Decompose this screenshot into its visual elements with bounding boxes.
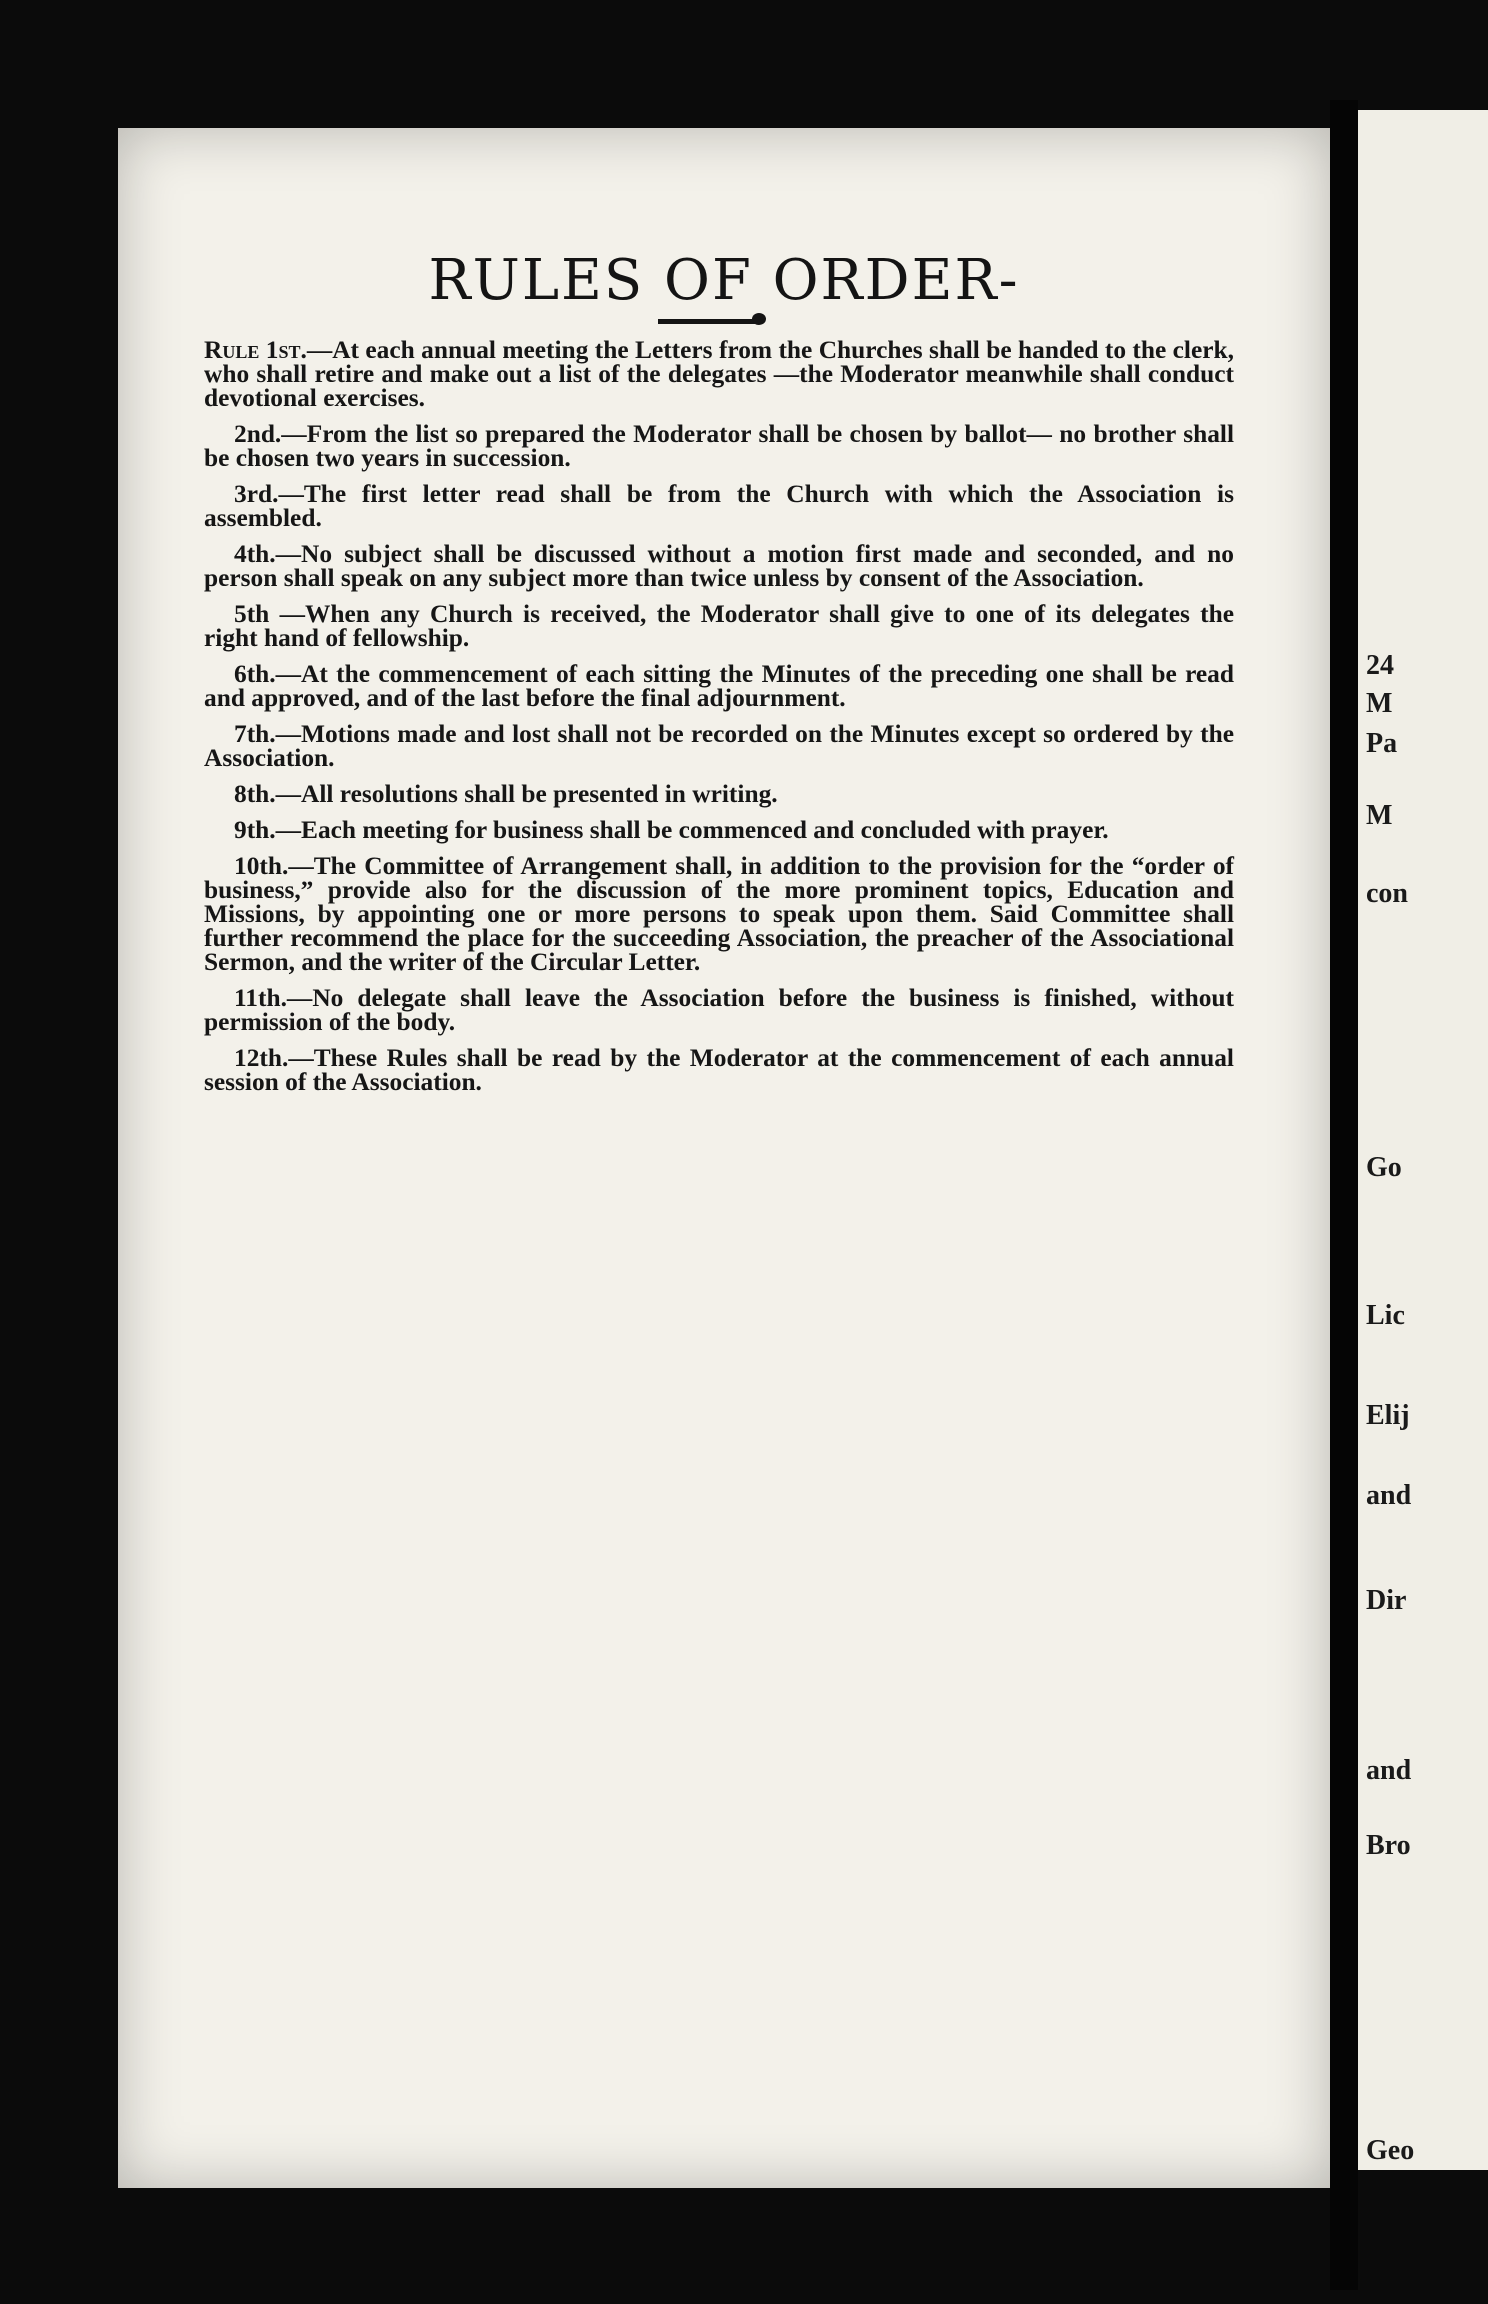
book-gutter — [1330, 100, 1358, 2290]
rule-10 — [204, 854, 1234, 974]
rule-number: 3rd. — [234, 480, 279, 508]
rule-text: —At each annual meeting the Letters from the Churches shall be handed to the clerk, who shall retire and make out a list of the delegates —the Moderator meanwhile shall conduct devotional exercises. — [204, 336, 1234, 412]
rule-number: 6th. — [234, 660, 276, 688]
rule-text: —The Committee of Arrangement shall, in addition to the provision for the “order of business,” provide also for the discussion of the more prominent topics, Education and Missions, by appointing one or more persons to speak upon them. Said Committee shall further recommend the place for the succeeding Association, the preacher of the Associational Sermon, and the writer of the Circular Letter. — [204, 852, 1234, 976]
rule-number: 8th. — [234, 780, 276, 808]
rule-11 — [204, 986, 1234, 1034]
rule-12 — [204, 1046, 1234, 1094]
margin-fragment: con — [1366, 878, 1408, 909]
rule-4 — [204, 542, 1234, 590]
rule-2 — [204, 422, 1234, 470]
rule-1 — [204, 338, 1234, 410]
rule-8 — [204, 782, 1234, 806]
rule-number: Rule 1st. — [204, 336, 307, 364]
right-page-edge — [1358, 110, 1488, 2170]
rule-text: —No delegate shall leave the Association before the business is finished, without permission of the body. — [204, 984, 1234, 1036]
rule-5 — [204, 602, 1234, 650]
rule-text: —Each meeting for business shall be commenced and concluded with prayer. — [275, 816, 1109, 844]
margin-fragment: Go — [1366, 1152, 1402, 1183]
rules-list — [204, 338, 1234, 1106]
rule-number: 4th. — [234, 540, 276, 568]
rule-7 — [204, 722, 1234, 770]
margin-fragment: 24 — [1366, 650, 1394, 681]
rule-text: —These Rules shall be read by the Moderator at the commencement of each annual session of the Association. — [204, 1044, 1234, 1096]
margin-fragment: Elij — [1366, 1400, 1410, 1431]
rule-number: 5th — [234, 600, 270, 628]
rule-number: 7th. — [234, 720, 276, 748]
rule-text: —From the list so prepared the Moderator shall be chosen by ballot— no brother shall be chosen two years in succession. — [204, 420, 1234, 472]
rule-text: —Motions made and lost shall not be recorded on the Minutes except so ordered by the Association. — [204, 720, 1234, 772]
rule-3 — [204, 482, 1234, 530]
rule-text: —When any Church is received, the Moderator shall give to one of its delegates the right hand of fellowship. — [204, 600, 1234, 652]
page-title: RULES OF ORDER- — [428, 248, 1020, 313]
margin-fragment: and — [1366, 1755, 1412, 1786]
rule-6 — [204, 662, 1234, 710]
rule-number: 11th. — [234, 984, 287, 1012]
margin-fragment: M — [1366, 800, 1393, 831]
rule-number: 9th. — [234, 816, 276, 844]
title-rule — [658, 319, 758, 324]
margin-fragment: Lic — [1366, 1300, 1405, 1331]
rule-9 — [204, 818, 1234, 842]
rule-text: —No subject shall be discussed without a motion first made and seconded, and no person shall speak on any subject more than twice unless by consent of the Association. — [204, 540, 1234, 592]
rule-text: —All resolutions shall be presented in writing. — [275, 780, 778, 808]
rule-number: 12th. — [234, 1044, 289, 1072]
left-page — [118, 128, 1330, 2188]
rule-number: 10th. — [234, 852, 289, 880]
margin-fragment: Bro — [1366, 1830, 1411, 1861]
margin-fragment: and — [1366, 1480, 1412, 1511]
margin-fragment: Dir — [1366, 1585, 1407, 1616]
margin-fragment: Pa — [1366, 728, 1398, 759]
rule-text: —At the commencement of each sitting the Minutes of the preceding one shall be read and approved, and of the last before the final adjournment. — [204, 660, 1234, 712]
margin-fragment: M — [1366, 688, 1393, 719]
rule-text: —The first letter read shall be from the Church with which the Association is assembled. — [204, 480, 1234, 532]
rule-number: 2nd. — [234, 420, 282, 448]
margin-fragment: Geo — [1366, 2135, 1415, 2166]
